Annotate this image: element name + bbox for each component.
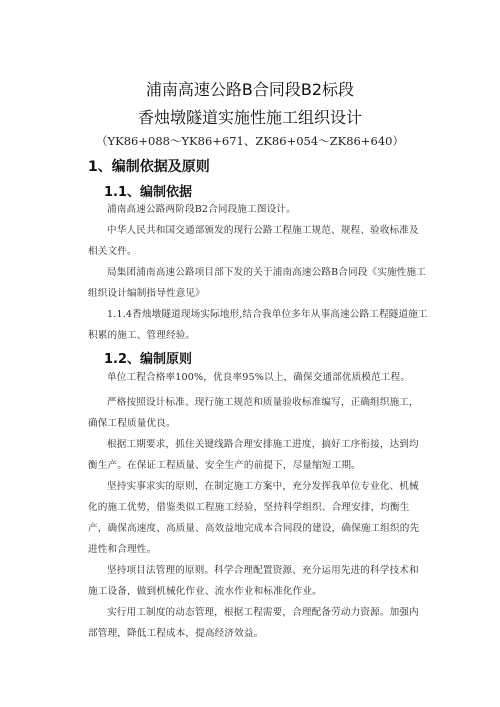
paragraph: 严格按照设计标准、现行施工规范和质量验收标准编写，正确组织施工，确保工程质量优良。 (88, 397, 419, 429)
document-title: 浦南高速公路B合同段B2标段 (145, 80, 355, 99)
mileage-range: （YK86+088～YK86+671、ZK86+054～ZK86+640） (96, 134, 404, 148)
paragraph: 中华人民共和国交通部颁发的现行公路工程施工规范、规程、验收标准及相关文件。 (88, 225, 419, 257)
subsection-heading-basis: 1.1、编制依据 (104, 185, 193, 200)
paragraph: 浦南高速公路两阶段B2合同段施工图设计。 (107, 204, 296, 215)
section-heading: 1、编制依据及原则 (88, 159, 210, 175)
paragraph: 1.1.4香烛墩隧道现场实际地形,结合我单位多年从事高速公路工程隧道施工积累的施工、管理经验。 (88, 309, 428, 341)
paragraph: 坚持项目法管理的原则。科学合理配置资源、充分运用先进的科学技术和施工设备，做到机械化作业、流水作业和标准化作业。 (88, 565, 419, 597)
paragraph: 局集团浦南高速公路项目部下发的关于浦南高速公路B合同段《实施性施工组织设计编制指导性意见》 (88, 267, 426, 299)
subsection-heading-principles: 1.2、编制原则 (104, 352, 193, 367)
paragraph: 单位工程合格率100%，优良率95%以上，确保交通部优质模范工程。 (107, 372, 411, 383)
paragraph: 实行用工制度的动态管理，根据工程需要，合理配备劳动力资源。加强内部管理，降低工程成本，提高经济效益。 (88, 607, 419, 639)
paragraph: 根据工期要求，抓住关键线路合理安排施工进度，搞好工序衔接，达到均衡生产。在保证工程质量、安全生产的前提下，尽量缩短工期。 (88, 439, 419, 471)
paragraph: 坚持实事求实的原则，在制定施工方案中，充分发挥我单位专业化、机械化的施工优势，借鉴类似工程施工经验，坚持科学组织、合理安排，均衡生产，确保高速度、高质量、高效益地完成本合同段的建设，确保施工组织的先进性和合理性。 (88, 481, 420, 555)
document-subtitle: 香烛墩隧道实施性施工组织设计 (137, 108, 362, 127)
